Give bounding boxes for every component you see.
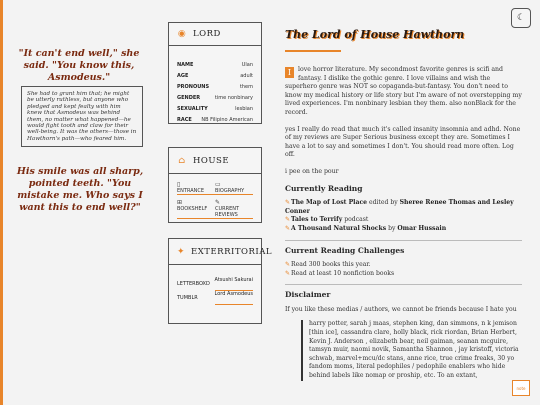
quote-top: "It can't end well," she said. "You know this, Asmodeus." (18, 48, 140, 83)
title-divider (285, 50, 341, 52)
pencil-icon: ✎ (285, 269, 291, 277)
challenges-heading: Current Reading Challenges (285, 245, 405, 255)
disclaimer-intro: If you like these medias / authors, we cannot be friends because I hate you (285, 305, 517, 313)
moon-icon: ☾ (516, 13, 526, 23)
ext-row-letterboxd: LETTERBOXD Atsushi Sakurai (169, 277, 261, 291)
house-links (169, 174, 261, 223)
exterritorial-panel (168, 238, 273, 324)
book-title-link[interactable]: A Thousand Natural Shocks (291, 224, 387, 232)
book-title-link[interactable]: The Map of Lost Place (291, 199, 368, 207)
sidebar-column (168, 0, 273, 405)
info-row-pronouns: PRONOUNS them (177, 84, 253, 90)
section-divider (285, 240, 522, 241)
pen-icon: ✎ (215, 199, 221, 206)
tumblr-link[interactable]: Lord Asmodeus (215, 291, 253, 305)
lord-panel (168, 22, 262, 124)
pencil-icon: ✎ (285, 224, 291, 232)
star-icon: ✦ (177, 246, 186, 257)
left-column (0, 0, 152, 405)
nav-link-biography[interactable]: ▭ BIOGRAPHY (215, 182, 253, 195)
dropcap: I (285, 67, 294, 78)
content-body (285, 66, 522, 381)
house-panel-title: HOUSE (193, 155, 230, 166)
pencil-icon: ✎ (285, 216, 291, 224)
exterritorial-panel-title: EXTERRITORIAL (191, 246, 273, 257)
author-link[interactable]: Omar Hussain (397, 224, 447, 232)
house-panel (168, 147, 262, 223)
info-row-name: NAME Ulan (177, 62, 253, 68)
page-title: The Lord of House Hawthorn (285, 28, 465, 41)
book-title-link[interactable]: Tales to Terrify (291, 216, 343, 224)
exterritorial-panel-header (169, 239, 273, 265)
author-link[interactable]: Sheree Renee Thomas and Lesley Conner (285, 199, 514, 215)
house-icon: ⌂ (178, 155, 186, 166)
info-row-race: RACE NB Filipino American (177, 117, 253, 123)
lord-panel-title: LORD (193, 29, 221, 39)
door-icon: ▯ (177, 181, 181, 188)
reading-item: ✎The Map of Lost Place edited by Sheree Renee Thomas and Lesley Conner (285, 199, 514, 215)
info-row-age: AGE adult (177, 73, 253, 79)
intro-paragraph: I love horror literature. My secondmost favorite genres is scifi and fantasy. I dislike the gothic genre. I love villains and wish the superhero genre was NOT so copaganda-but-fantasy. You don't need to know my medical history or life story but I'm aware of not overstepping my lived experiences. I'm nonbinary lesbian they them. also nonBlack for the record. (285, 66, 522, 116)
disclaimer-heading: Disclaimer (285, 290, 331, 300)
nav-link-bookshelf[interactable]: ⊞ BOOKSHELF (177, 200, 215, 219)
section-divider (285, 284, 522, 285)
pencil-icon: ✎ (285, 199, 291, 207)
card-icon: ▭ (215, 181, 221, 188)
theme-toggle-button[interactable] (511, 8, 531, 28)
eye-icon: ◉ (177, 29, 187, 39)
info-row-gender: GENDER time nonbinary (177, 95, 253, 101)
currently-reading-heading: Currently Reading (285, 183, 363, 193)
house-panel-header (169, 148, 261, 174)
nav-link-current-reviews[interactable]: ✎ CURRENT REVIEWS (215, 200, 253, 219)
reading-item: ✎Tales to Terrify podcast (285, 216, 369, 224)
quote-bottom: His smile was all sharp, pointed teeth. "You mistake me. Who says I want this to end well?" (16, 166, 144, 213)
lord-info-list (169, 46, 261, 126)
exterritorial-links (169, 265, 261, 305)
nav-link-entrance[interactable]: ▯ ENTRANCE (177, 182, 215, 195)
quote-excerpt-box: She had to grant him that; he might be utterly ruthless, but anyone who pledged and kept fealty with him knew that Asmodeus was behind them, no matter what happened—he would fight tooth and claw for their well-being. It was the others—those in Hawthorn's path—who feared him. (21, 86, 143, 147)
challenge-item: ✎Read at least 10 nonfiction books (285, 269, 395, 277)
lord-panel-header (169, 23, 261, 46)
second-paragraph: yes I really do read that much it's called insanity insomnia and adhd. None of my reviews are Super Serious business except they are. Sometimes I have a lot to say and sometimes I don't. You should read more often. Log off. (285, 125, 521, 159)
third-paragraph: i pee on the pour (285, 167, 339, 175)
main-content (285, 0, 525, 405)
letterboxd-link[interactable]: Atsushi Sakurai (215, 277, 253, 291)
pencil-icon: ✎ (285, 261, 291, 269)
note-button[interactable]: note (512, 380, 530, 396)
challenge-item: ✎Read 300 books this year. (285, 261, 371, 269)
disclaimer-blockquote: harry potter, sarah j maas, stephen king, dan simmons, n k jemison [thin ice], cassandra clare, holly black, rick riordan, Brian Herbert, Kevin J. Anderson , elizabeth bear, neil gaiman, seanan mcguire, tamsyn muir, naomi novik, Samantha Shannon , jay kristoff, victoria schwab, marvel+mcu/dc stans, anne rice, true crime freaks, 30 yo fandom moms, literal pedophiles / pedophile enablers who hide behind labels like nomap or proship, etc. To an extant, (301, 320, 522, 380)
reading-item: ✎A Thousand Natural Shocks by Omar Hussain (285, 224, 447, 232)
ext-row-tumblr: TUMBLR Lord Asmodeus (169, 291, 261, 305)
info-row-sexuality: SEXUALITY lesbian (177, 106, 253, 112)
bookshelf-icon: ⊞ (177, 199, 183, 206)
